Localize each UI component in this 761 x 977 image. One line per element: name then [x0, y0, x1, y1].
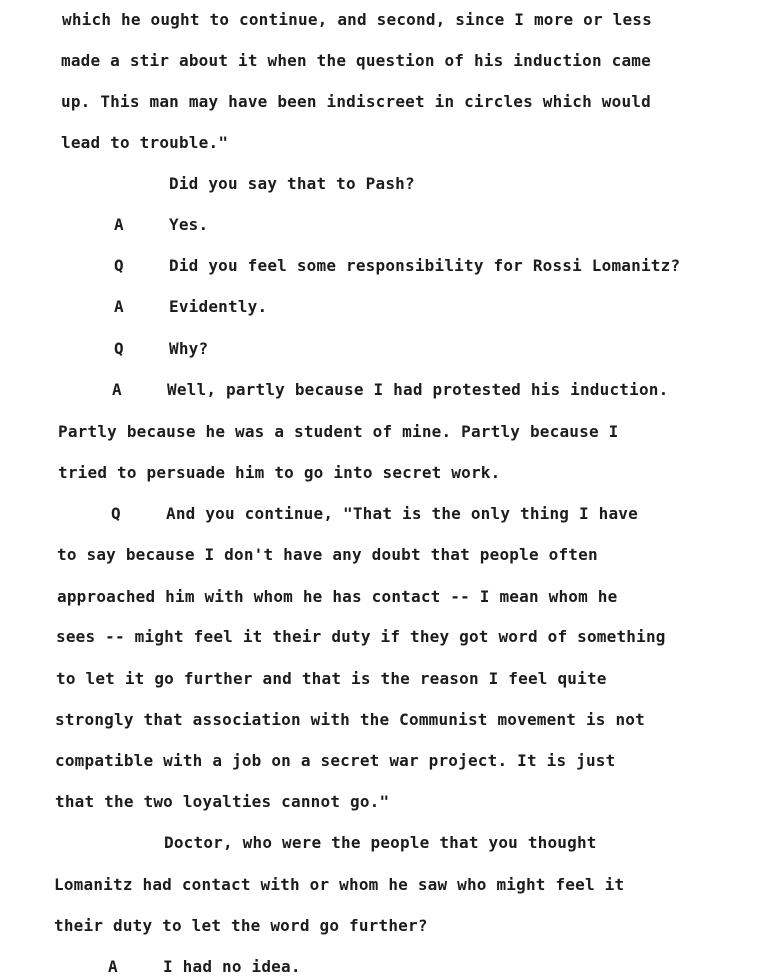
speaker-label: A [114, 297, 124, 316]
speaker-label: A [108, 957, 118, 976]
transcript-line: which he ought to continue, and second, since I more or less [62, 10, 652, 29]
transcript-line: Why? [169, 339, 209, 358]
transcript-line: Well, partly because I had protested his induction. [167, 380, 669, 399]
transcript-line: I had no idea. [163, 957, 301, 976]
speaker-label: Q [111, 504, 121, 523]
transcript-line: Yes. [169, 215, 209, 234]
transcript-line: sees -- might feel it their duty if they got word of something [56, 627, 666, 646]
speaker-label: Q [114, 256, 124, 275]
transcript-line: to let it go further and that is the reason I feel quite [56, 669, 607, 688]
transcript-line: strongly that association with the Communist movement is not [55, 710, 645, 729]
transcript-line: approached him with whom he has contact -- I mean whom he [57, 587, 618, 606]
transcript-line: Lomanitz had contact with or whom he saw who might feel it [54, 875, 625, 894]
transcript-line: Doctor, who were the people that you thought [164, 833, 597, 852]
transcript-line: to say because I don't have any doubt that people often [57, 545, 598, 564]
transcript-line: compatible with a job on a secret war project. It is just [55, 751, 616, 770]
speaker-label: A [112, 380, 122, 399]
transcript-line: made a stir about it when the question of his induction came [61, 51, 651, 70]
transcript-line: tried to persuade him to go into secret work. [58, 463, 501, 482]
speaker-label: Q [114, 339, 124, 358]
transcript-line: Did you feel some responsibility for Rossi Lomanitz? [169, 256, 681, 275]
transcript-line: their duty to let the word go further? [54, 916, 428, 935]
transcript-line: that the two loyalties cannot go." [55, 792, 390, 811]
transcript-line: lead to trouble." [61, 133, 229, 152]
speaker-label: A [114, 215, 124, 234]
transcript-line: up. This man may have been indiscreet in circles which would [61, 92, 651, 111]
transcript-line: Partly because he was a student of mine. Partly because I [58, 422, 619, 441]
transcript-line: And you continue, "That is the only thing I have [166, 504, 638, 523]
transcript-line: Did you say that to Pash? [169, 174, 415, 193]
transcript-line: Evidently. [169, 297, 268, 316]
